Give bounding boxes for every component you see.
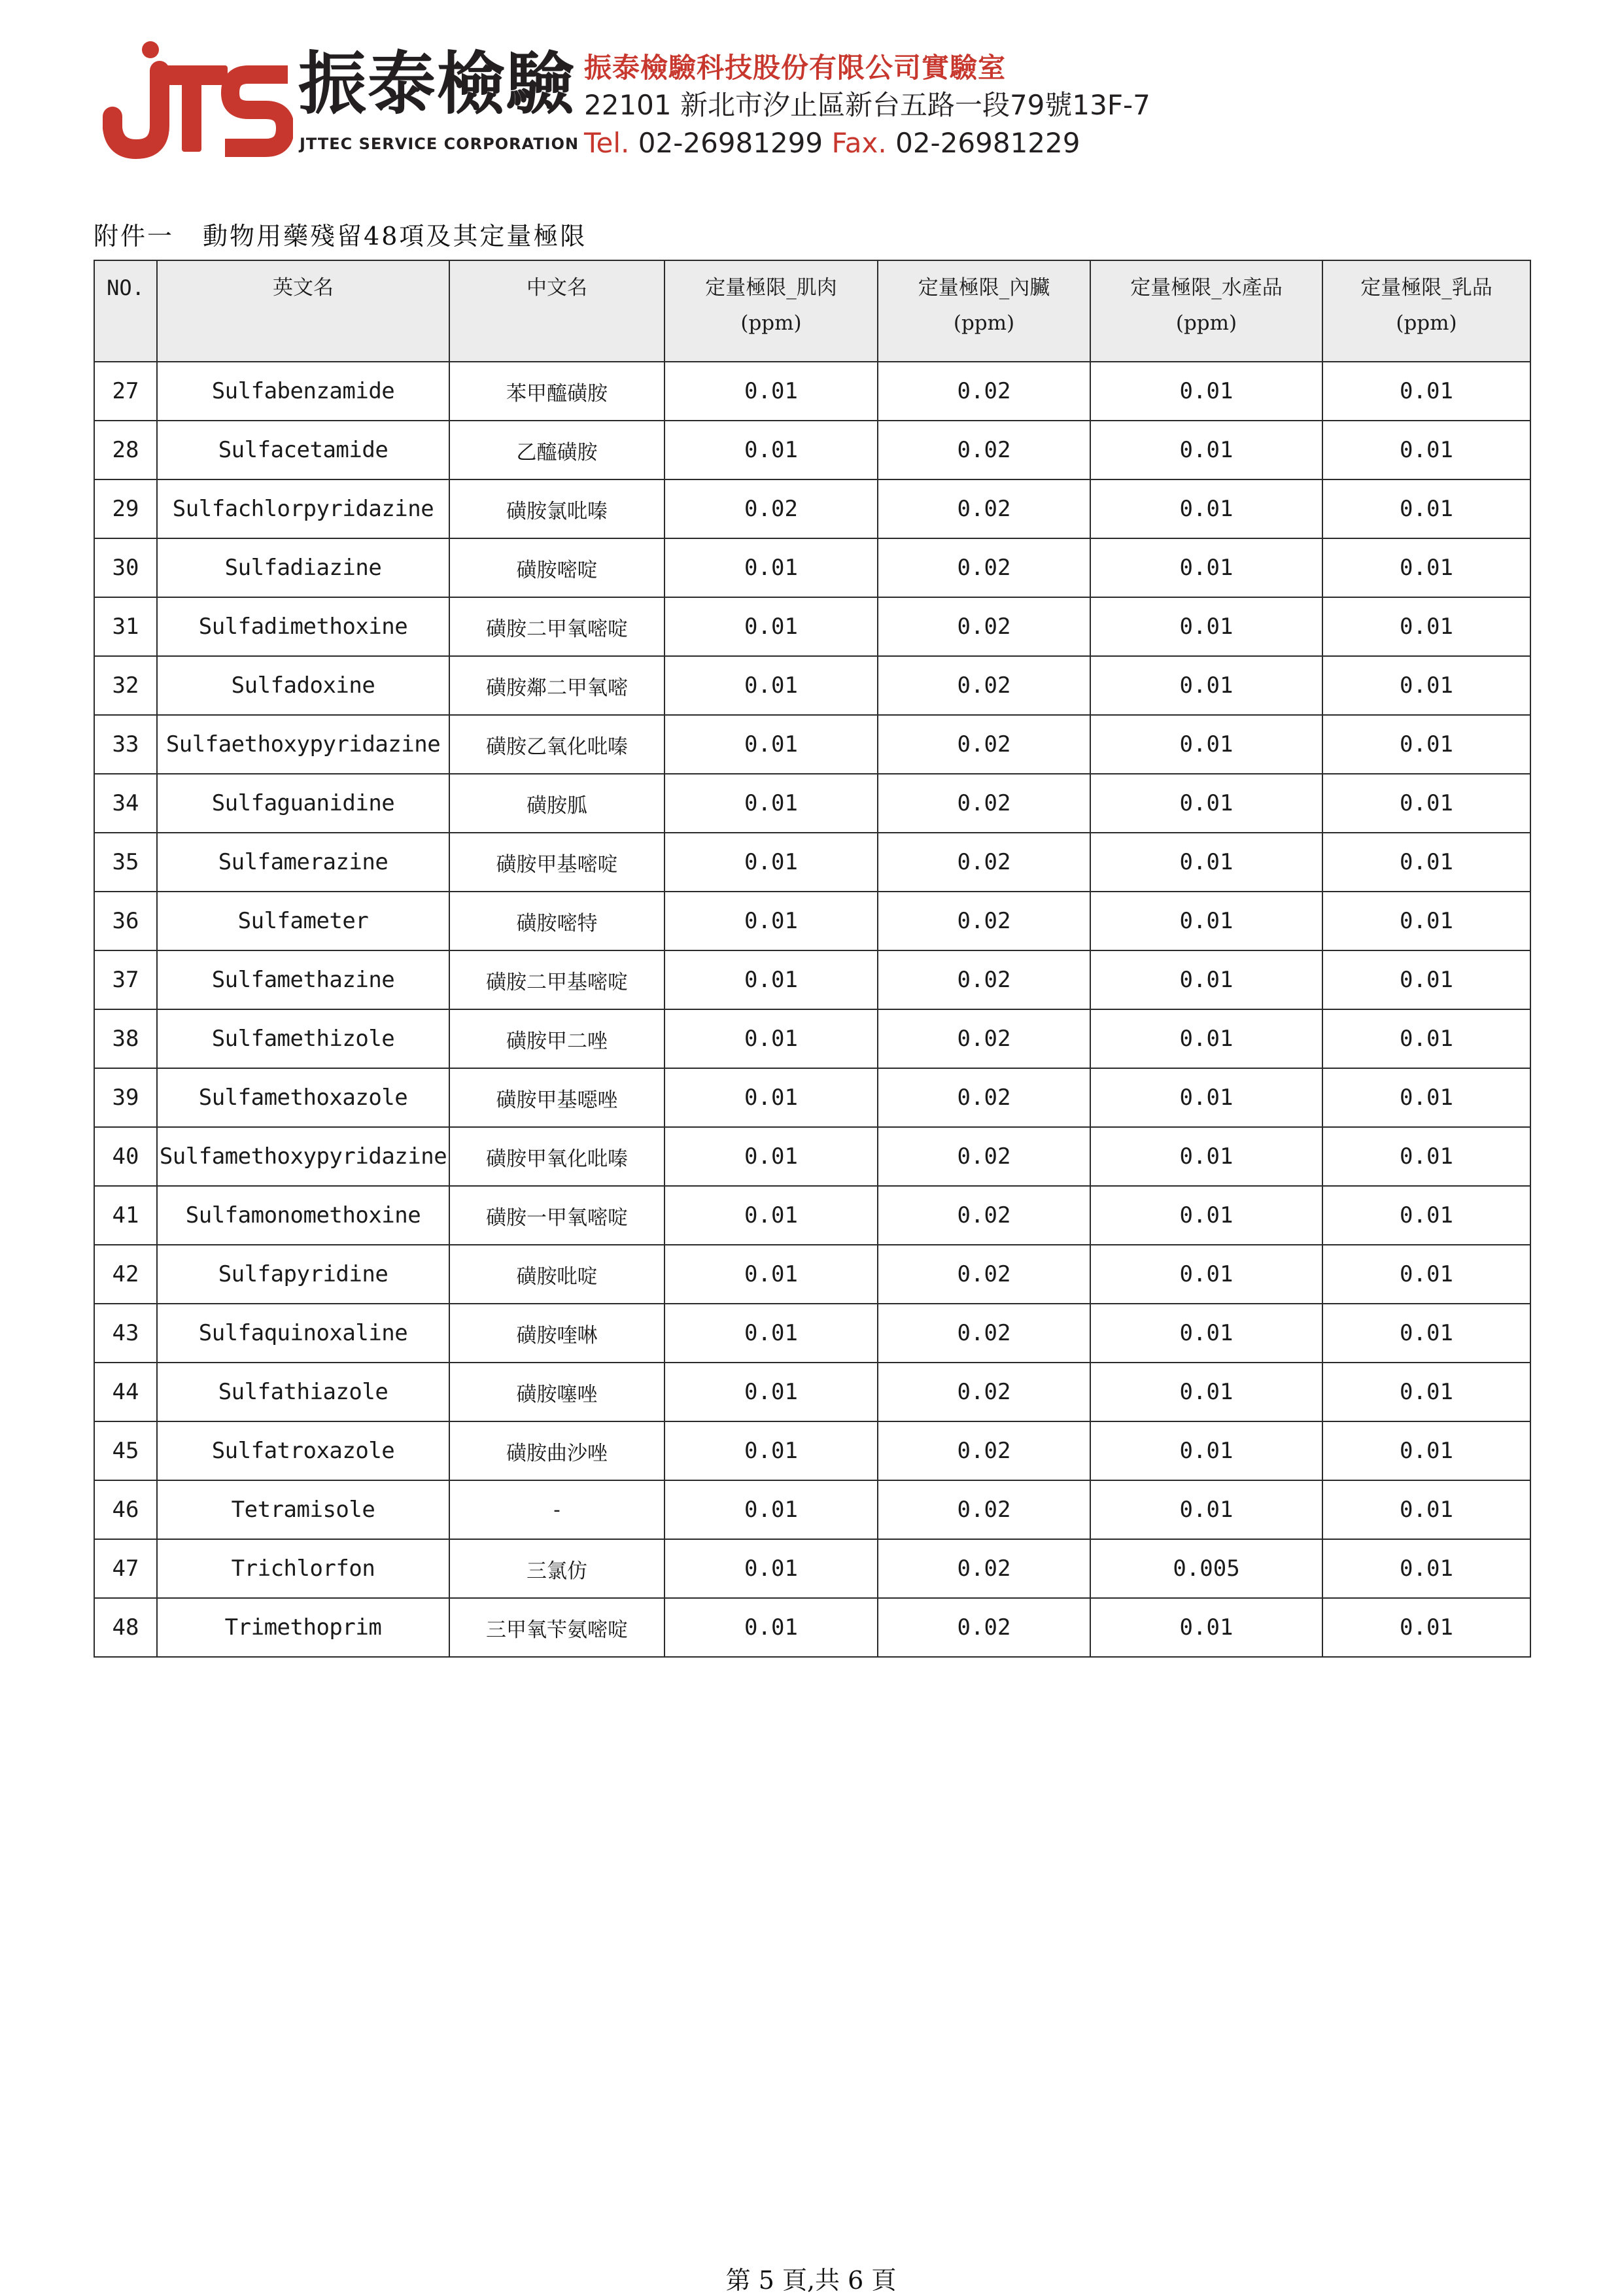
cell-limit-dairy: 0.01 xyxy=(1322,597,1530,656)
cell-english-name: Sulfamethazine xyxy=(157,950,449,1009)
title-text: 動物用藥殘留48項及其定量極限 xyxy=(203,222,587,251)
cell-limit-organ: 0.02 xyxy=(878,1304,1090,1363)
cell-limit-dairy: 0.01 xyxy=(1322,1421,1530,1480)
table-row xyxy=(94,538,1530,597)
cell-limit-muscle: 0.01 xyxy=(664,656,878,715)
cell-limit-muscle: 0.01 xyxy=(664,1068,878,1127)
header-dairy-unit: (ppm) xyxy=(1396,311,1457,335)
header-muscle xyxy=(664,260,878,362)
cell-english-name: Sulfathiazole xyxy=(157,1363,449,1421)
table-row xyxy=(94,1598,1530,1657)
cell-limit-dairy: 0.01 xyxy=(1322,1068,1530,1127)
cell-chinese-name: 三氯仿 xyxy=(449,1539,664,1598)
cell-limit-aquatic: 0.01 xyxy=(1090,1068,1322,1127)
cell-chinese-name: 磺胺甲二唑 xyxy=(449,1009,664,1068)
header-aquatic-unit: (ppm) xyxy=(1175,311,1237,335)
cell-limit-dairy: 0.01 xyxy=(1322,1304,1530,1363)
cell-english-name: Sulfacetamide xyxy=(157,421,449,479)
cell-no: 34 xyxy=(94,774,157,833)
cell-limit-muscle: 0.01 xyxy=(664,421,878,479)
cell-limit-dairy: 0.01 xyxy=(1322,538,1530,597)
cell-limit-organ: 0.02 xyxy=(878,1363,1090,1421)
cell-limit-aquatic: 0.01 xyxy=(1090,1304,1322,1363)
cell-limit-aquatic: 0.01 xyxy=(1090,1363,1322,1421)
cell-chinese-name: 磺胺喹啉 xyxy=(449,1304,664,1363)
cell-limit-muscle: 0.01 xyxy=(664,774,878,833)
cell-chinese-name: 磺胺甲基噁唑 xyxy=(449,1068,664,1127)
cell-chinese-name: 磺胺一甲氧嘧啶 xyxy=(449,1186,664,1245)
cell-no: 33 xyxy=(94,715,157,774)
cell-limit-muscle: 0.01 xyxy=(664,1186,878,1245)
cell-chinese-name: 磺胺二甲基嘧啶 xyxy=(449,950,664,1009)
cell-limit-organ: 0.02 xyxy=(878,1480,1090,1539)
header-aquatic xyxy=(1090,260,1322,362)
cell-chinese-name: 磺胺氯吡嗪 xyxy=(449,479,664,538)
cell-limit-aquatic: 0.01 xyxy=(1090,1009,1322,1068)
table-row xyxy=(94,362,1530,421)
cell-limit-organ: 0.02 xyxy=(878,774,1090,833)
cell-limit-organ: 0.02 xyxy=(878,1539,1090,1598)
cell-chinese-name: 磺胺曲沙唑 xyxy=(449,1421,664,1480)
header-dairy xyxy=(1322,260,1530,362)
table-row xyxy=(94,1304,1530,1363)
cell-no: 36 xyxy=(94,892,157,950)
cell-english-name: Sulfameter xyxy=(157,892,449,950)
cell-english-name: Sulfadimethoxine xyxy=(157,597,449,656)
cell-english-name: Sulfatroxazole xyxy=(157,1421,449,1480)
cell-no: 27 xyxy=(94,362,157,421)
cell-english-name: Sulfamethizole xyxy=(157,1009,449,1068)
cell-chinese-name: 磺胺吡啶 xyxy=(449,1245,664,1304)
header-organ-unit: (ppm) xyxy=(953,311,1015,335)
cell-no: 44 xyxy=(94,1363,157,1421)
header-muscle-label: 定量極限_肌肉 xyxy=(705,276,837,300)
cell-chinese-name: 磺胺鄰二甲氧嘧 xyxy=(449,656,664,715)
cell-limit-muscle: 0.01 xyxy=(664,892,878,950)
table-row xyxy=(94,1186,1530,1245)
table-body xyxy=(94,362,1530,1657)
cell-no: 45 xyxy=(94,1421,157,1480)
cell-chinese-name: 磺胺嘧啶 xyxy=(449,538,664,597)
table-row xyxy=(94,597,1530,656)
cell-english-name: Sulfaethoxypyridazine xyxy=(157,715,449,774)
table-row xyxy=(94,656,1530,715)
document-title xyxy=(94,216,587,252)
page-number: 第 5 頁,共 6 頁 xyxy=(725,2266,897,2295)
cell-limit-organ: 0.02 xyxy=(878,538,1090,597)
cell-limit-muscle: 0.01 xyxy=(664,362,878,421)
letterhead xyxy=(97,26,1209,164)
table-row xyxy=(94,833,1530,892)
cell-no: 38 xyxy=(94,1009,157,1068)
header-chinese-name: 中文名 xyxy=(449,260,664,362)
header-organ xyxy=(878,260,1090,362)
table-row xyxy=(94,892,1530,950)
table-row xyxy=(94,774,1530,833)
cell-limit-muscle: 0.01 xyxy=(664,1245,878,1304)
table-row xyxy=(94,479,1530,538)
cell-english-name: Sulfamonomethoxine xyxy=(157,1186,449,1245)
detection-limits-table xyxy=(94,260,1531,1658)
cell-limit-aquatic: 0.01 xyxy=(1090,892,1322,950)
cell-limit-organ: 0.02 xyxy=(878,1127,1090,1186)
cell-limit-aquatic: 0.01 xyxy=(1090,774,1322,833)
cell-limit-organ: 0.02 xyxy=(878,421,1090,479)
cell-limit-muscle: 0.01 xyxy=(664,833,878,892)
cell-limit-muscle: 0.02 xyxy=(664,479,878,538)
table-row xyxy=(94,1245,1530,1304)
cell-english-name: Sulfabenzamide xyxy=(157,362,449,421)
cell-chinese-name: 磺胺乙氧化吡嗪 xyxy=(449,715,664,774)
cell-english-name: Trichlorfon xyxy=(157,1539,449,1598)
cell-english-name: Sulfapyridine xyxy=(157,1245,449,1304)
cell-limit-organ: 0.02 xyxy=(878,479,1090,538)
cell-no: 35 xyxy=(94,833,157,892)
cell-english-name: Sulfadiazine xyxy=(157,538,449,597)
table-header-row xyxy=(94,260,1530,362)
cell-limit-dairy: 0.01 xyxy=(1322,421,1530,479)
header-no: NO. xyxy=(94,260,157,362)
cell-no: 32 xyxy=(94,656,157,715)
table-row xyxy=(94,1421,1530,1480)
cell-limit-organ: 0.02 xyxy=(878,1009,1090,1068)
cell-no: 29 xyxy=(94,479,157,538)
cell-no: 39 xyxy=(94,1068,157,1127)
cell-limit-aquatic: 0.01 xyxy=(1090,479,1322,538)
cell-no: 31 xyxy=(94,597,157,656)
cell-limit-organ: 0.02 xyxy=(878,1421,1090,1480)
cell-no: 37 xyxy=(94,950,157,1009)
table-row xyxy=(94,1480,1530,1539)
cell-limit-aquatic: 0.01 xyxy=(1090,833,1322,892)
header-english-name: 英文名 xyxy=(157,260,449,362)
cell-limit-dairy: 0.01 xyxy=(1322,1539,1530,1598)
cell-chinese-name: 苯甲醯磺胺 xyxy=(449,362,664,421)
cell-limit-muscle: 0.01 xyxy=(664,1009,878,1068)
company-info xyxy=(584,50,1150,162)
cell-english-name: Sulfamethoxazole xyxy=(157,1068,449,1127)
cell-chinese-name: 磺胺噻唑 xyxy=(449,1363,664,1421)
cell-limit-dairy: 0.01 xyxy=(1322,892,1530,950)
cell-limit-dairy: 0.01 xyxy=(1322,715,1530,774)
cell-no: 41 xyxy=(94,1186,157,1245)
cell-english-name: Sulfamethoxypyridazine xyxy=(157,1127,449,1186)
cell-limit-dairy: 0.01 xyxy=(1322,1127,1530,1186)
cell-english-name: Tetramisole xyxy=(157,1480,449,1539)
cell-english-name: Sulfaquinoxaline xyxy=(157,1304,449,1363)
table-row xyxy=(94,715,1530,774)
cell-limit-dairy: 0.01 xyxy=(1322,656,1530,715)
company-name: 振泰檢驗科技股份有限公司實驗室 xyxy=(584,52,1007,84)
cell-english-name: Trimethoprim xyxy=(157,1598,449,1657)
cell-chinese-name: 乙醯磺胺 xyxy=(449,421,664,479)
cell-limit-aquatic: 0.01 xyxy=(1090,1598,1322,1657)
cell-limit-dairy: 0.01 xyxy=(1322,479,1530,538)
cell-limit-aquatic: 0.005 xyxy=(1090,1539,1322,1598)
cell-limit-organ: 0.02 xyxy=(878,715,1090,774)
cell-chinese-name: 磺胺嘧特 xyxy=(449,892,664,950)
cell-no: 42 xyxy=(94,1245,157,1304)
cell-limit-organ: 0.02 xyxy=(878,656,1090,715)
cell-limit-aquatic: 0.01 xyxy=(1090,538,1322,597)
table-header xyxy=(94,260,1530,362)
table-row xyxy=(94,1068,1530,1127)
cell-english-name: Sulfamerazine xyxy=(157,833,449,892)
cell-no: 47 xyxy=(94,1539,157,1598)
cell-limit-muscle: 0.01 xyxy=(664,1304,878,1363)
cell-limit-aquatic: 0.01 xyxy=(1090,421,1322,479)
cell-limit-organ: 0.02 xyxy=(878,597,1090,656)
cell-limit-organ: 0.02 xyxy=(878,950,1090,1009)
cell-chinese-name: 磺胺甲基嘧啶 xyxy=(449,833,664,892)
cell-english-name: Sulfaguanidine xyxy=(157,774,449,833)
cell-english-name: Sulfadoxine xyxy=(157,656,449,715)
cell-limit-organ: 0.02 xyxy=(878,892,1090,950)
fax-label: Fax. xyxy=(831,127,887,159)
header-organ-label: 定量極限_內臟 xyxy=(918,276,1050,300)
cell-limit-aquatic: 0.01 xyxy=(1090,1127,1322,1186)
cell-limit-muscle: 0.01 xyxy=(664,950,878,1009)
cell-limit-aquatic: 0.01 xyxy=(1090,1480,1322,1539)
cell-limit-organ: 0.02 xyxy=(878,1186,1090,1245)
cell-limit-muscle: 0.01 xyxy=(664,1127,878,1186)
header-aquatic-label: 定量極限_水產品 xyxy=(1130,276,1283,300)
cell-limit-dairy: 0.01 xyxy=(1322,950,1530,1009)
cell-limit-dairy: 0.01 xyxy=(1322,1363,1530,1421)
cell-limit-organ: 0.02 xyxy=(878,1068,1090,1127)
title-prefix: 附件一 xyxy=(94,222,175,251)
tel-value: 02-26981299 xyxy=(638,127,823,159)
table-row xyxy=(94,1009,1530,1068)
company-contact xyxy=(584,124,1150,162)
tel-label: Tel. xyxy=(584,127,630,159)
cell-limit-dairy: 0.01 xyxy=(1322,1186,1530,1245)
cell-chinese-name: 磺胺甲氧化吡嗪 xyxy=(449,1127,664,1186)
cell-limit-muscle: 0.01 xyxy=(664,1598,878,1657)
brand-name-en: JTTEC SERVICE CORPORATION xyxy=(300,135,579,153)
company-address: 22101 新北市汐止區新台五路一段79號13F-7 xyxy=(584,89,1150,121)
cell-limit-aquatic: 0.01 xyxy=(1090,1421,1322,1480)
cell-chinese-name: - xyxy=(449,1480,664,1539)
cell-limit-muscle: 0.01 xyxy=(664,538,878,597)
cell-limit-muscle: 0.01 xyxy=(664,1421,878,1480)
cell-limit-aquatic: 0.01 xyxy=(1090,656,1322,715)
cell-no: 40 xyxy=(94,1127,157,1186)
cell-no: 46 xyxy=(94,1480,157,1539)
cell-chinese-name: 三甲氧苄氨嘧啶 xyxy=(449,1598,664,1657)
cell-limit-dairy: 0.01 xyxy=(1322,1480,1530,1539)
table-row xyxy=(94,421,1530,479)
cell-limit-muscle: 0.01 xyxy=(664,1539,878,1598)
cell-chinese-name: 磺胺二甲氧嘧啶 xyxy=(449,597,664,656)
cell-no: 30 xyxy=(94,538,157,597)
table-row xyxy=(94,950,1530,1009)
cell-limit-dairy: 0.01 xyxy=(1322,774,1530,833)
table-row xyxy=(94,1127,1530,1186)
cell-limit-aquatic: 0.01 xyxy=(1090,950,1322,1009)
cell-limit-aquatic: 0.01 xyxy=(1090,1186,1322,1245)
cell-limit-muscle: 0.01 xyxy=(664,715,878,774)
cell-no: 28 xyxy=(94,421,157,479)
cell-limit-muscle: 0.01 xyxy=(664,597,878,656)
fax-value: 02-26981229 xyxy=(895,127,1080,159)
cell-limit-dairy: 0.01 xyxy=(1322,1245,1530,1304)
cell-limit-organ: 0.02 xyxy=(878,1598,1090,1657)
header-muscle-unit: (ppm) xyxy=(740,311,802,335)
cell-limit-dairy: 0.01 xyxy=(1322,362,1530,421)
cell-limit-dairy: 0.01 xyxy=(1322,833,1530,892)
cell-limit-aquatic: 0.01 xyxy=(1090,597,1322,656)
cell-no: 48 xyxy=(94,1598,157,1657)
cell-limit-aquatic: 0.01 xyxy=(1090,1245,1322,1304)
cell-limit-aquatic: 0.01 xyxy=(1090,715,1322,774)
cell-limit-organ: 0.02 xyxy=(878,362,1090,421)
table-row xyxy=(94,1363,1530,1421)
cell-english-name: Sulfachlorpyridazine xyxy=(157,479,449,538)
table-row xyxy=(94,1539,1530,1598)
cell-limit-dairy: 0.01 xyxy=(1322,1009,1530,1068)
cell-limit-aquatic: 0.01 xyxy=(1090,362,1322,421)
cell-chinese-name: 磺胺胍 xyxy=(449,774,664,833)
header-dairy-label: 定量極限_乳品 xyxy=(1360,276,1493,300)
brand-name-cn: 振泰檢驗 xyxy=(298,44,576,124)
cell-limit-organ: 0.02 xyxy=(878,1245,1090,1304)
cell-limit-muscle: 0.01 xyxy=(664,1480,878,1539)
cell-limit-organ: 0.02 xyxy=(878,833,1090,892)
cell-no: 43 xyxy=(94,1304,157,1363)
jts-logo-icon xyxy=(97,33,293,164)
cell-limit-dairy: 0.01 xyxy=(1322,1598,1530,1657)
cell-limit-muscle: 0.01 xyxy=(664,1363,878,1421)
